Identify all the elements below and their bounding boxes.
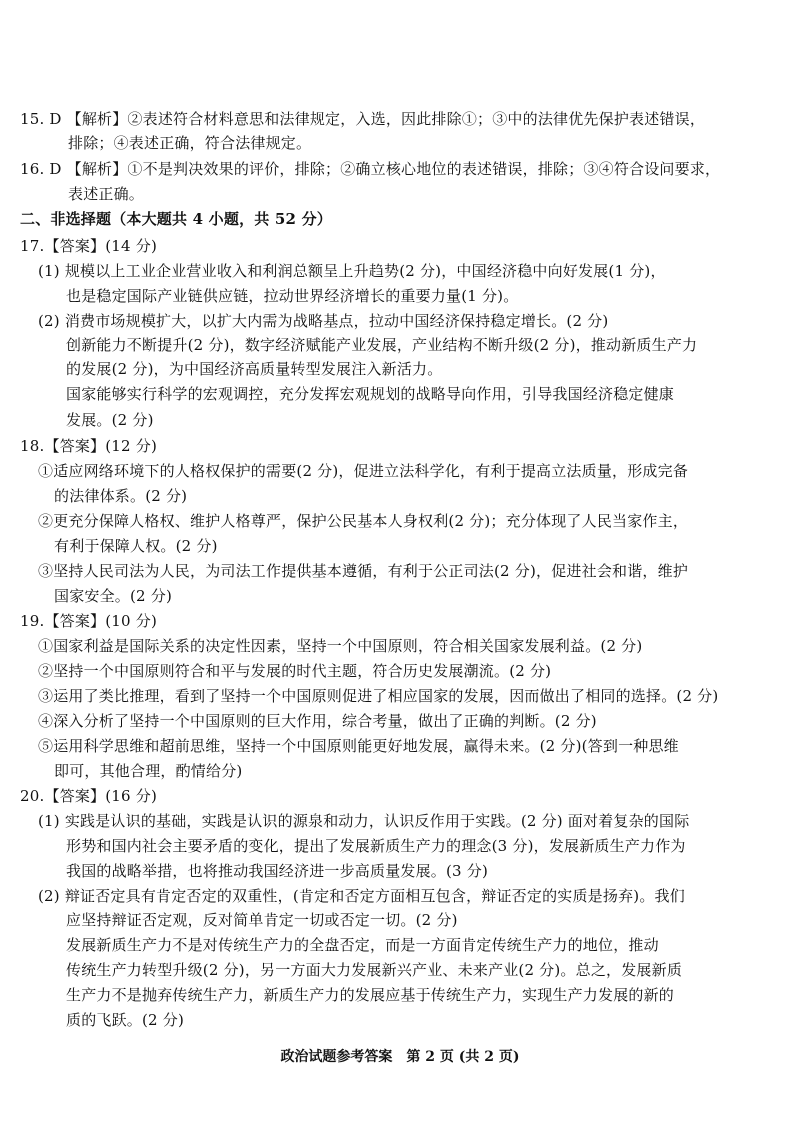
q17-line-3: (2) 消费市场规模扩大，以扩大内需为战略基点，拉动中国经济保持稳定增长。(2 分)	[38, 312, 609, 330]
q20-line-5: 应坚持辩证否定观，反对简单肯定一切或否定一切。(2 分)	[66, 911, 458, 929]
q16-line-1: 16. D 【解析】①不是判决效果的评价，排除；②确立核心地位的表述错误，排除；③④符合设问要求，	[20, 160, 721, 178]
q19-heading: 19.【答案】(10 分)	[20, 612, 158, 630]
q18-heading: 18.【答案】(12 分)	[20, 437, 158, 455]
q18-line-6: 国家安全。(2 分)	[54, 587, 173, 605]
q20-heading: 20.【答案】(16 分)	[20, 787, 158, 805]
page-footer: 政治试题参考答案 第 2 页 (共 2 页)	[280, 1049, 520, 1065]
q17-line-2: 也是稳定国际产业链供应链，拉动世界经济增长的重要力量(1 分)。	[66, 287, 519, 305]
section-heading: 二、非选择题（本大题共 4 小题，共 52 分）	[20, 210, 333, 228]
q19-line-1: ①国家利益是国际关系的决定性因素，坚持一个中国原则，符合相关国家发展利益。(2 分)	[38, 637, 643, 655]
q20-line-4: (2) 辩证否定具有肯定否定的双重性，(肯定和否定方面相互包含，辩证否定的实质是扬弃)。我们	[38, 887, 685, 905]
q19-line-6: 即可，其他合理，酌情给分)	[54, 762, 243, 780]
q20-line-7: 传统生产力转型升级(2 分)，另一方面大力发展新兴产业、未来产业(2 分)。总之，发展新质	[66, 961, 683, 979]
q18-line-1: ①适应网络环境下的人格权保护的需要(2 分)，促进立法科学化，有利于提高立法质量，形成完备	[38, 462, 689, 480]
q18-line-3: ②更充分保障人格权、维护人格尊严，保护公民基本人身权利(2 分)；充分体现了人民当家作主，	[38, 512, 689, 530]
q17-line-1: (1) 规模以上工业企业营业收入和利润总额呈上升趋势(2 分)，中国经济稳中向好发展(1 分)，	[38, 262, 666, 280]
q19-line-2: ②坚持一个中国原则符合和平与发展的时代主题，符合历史发展潮流。(2 分)	[38, 662, 552, 680]
q15-line-1: 15. D 【解析】②表述符合材料意思和法律规定，入选，因此排除①；③中的法律优先保护表述错误，	[20, 110, 706, 128]
q17-heading: 17.【答案】(14 分)	[20, 237, 158, 255]
q17-line-5: 的发展(2 分)，为中国经济高质量转型发展注入新活力。	[66, 360, 443, 378]
q16-line-2: 表述正确。	[68, 185, 145, 203]
q17-line-7: 发展。(2 分)	[66, 411, 154, 429]
q18-line-2: 的法律体系。(2 分)	[54, 487, 188, 505]
q19-line-4: ④深入分析了坚持一个中国原则的巨大作用，综合考量，做出了正确的判断。(2 分)	[38, 712, 597, 730]
q19-line-3: ③运用了类比推理，看到了坚持一个中国原则促进了相应国家的发展，因而做出了相同的选择。(2 分)	[38, 687, 719, 705]
q20-line-2: 形势和国内社会主要矛盾的变化，提出了发展新质生产力的理念(3 分)，发展新质生产力作为	[66, 837, 686, 855]
q20-line-1: (1) 实践是认识的基础，实践是认识的源泉和动力，认识反作用于实践。(2 分) 面对着复杂的国际	[38, 812, 690, 830]
q18-line-4: 有利于保障人权。(2 分)	[54, 537, 218, 555]
q19-line-5: ⑤运用科学思维和超前思维，坚持一个中国原则能更好地发展，赢得未来。(2 分)(答到一种思维	[38, 737, 679, 755]
q20-line-6: 发展新质生产力不是对传统生产力的全盘否定，而是一方面肯定传统生产力的地位，推动	[66, 936, 659, 954]
q17-line-6: 国家能够实行科学的宏观调控，充分发挥宏观规划的战略导向作用，引导我国经济稳定健康	[66, 385, 675, 403]
q20-line-3: 我国的战略举措，也将推动我国经济进一步高质量发展。(3 分)	[66, 862, 489, 880]
q18-line-5: ③坚持人民司法为人民，为司法工作提供基本遵循，有利于公正司法(2 分)，促进社会和谐，维护	[38, 562, 689, 580]
q20-line-9: 质的飞跃。(2 分)	[66, 1011, 185, 1029]
q17-line-4: 创新能力不断提升(2 分)，数字经济赋能产业发展，产业结构不断升级(2 分)，推动新质生产力	[66, 336, 698, 354]
q15-line-2: 排除；④表述正确，符合法律规定。	[68, 134, 312, 152]
q20-line-8: 生产力不是抛弃传统生产力，新质生产力的发展应基于传统生产力，实现生产力发展的新的	[66, 986, 675, 1004]
